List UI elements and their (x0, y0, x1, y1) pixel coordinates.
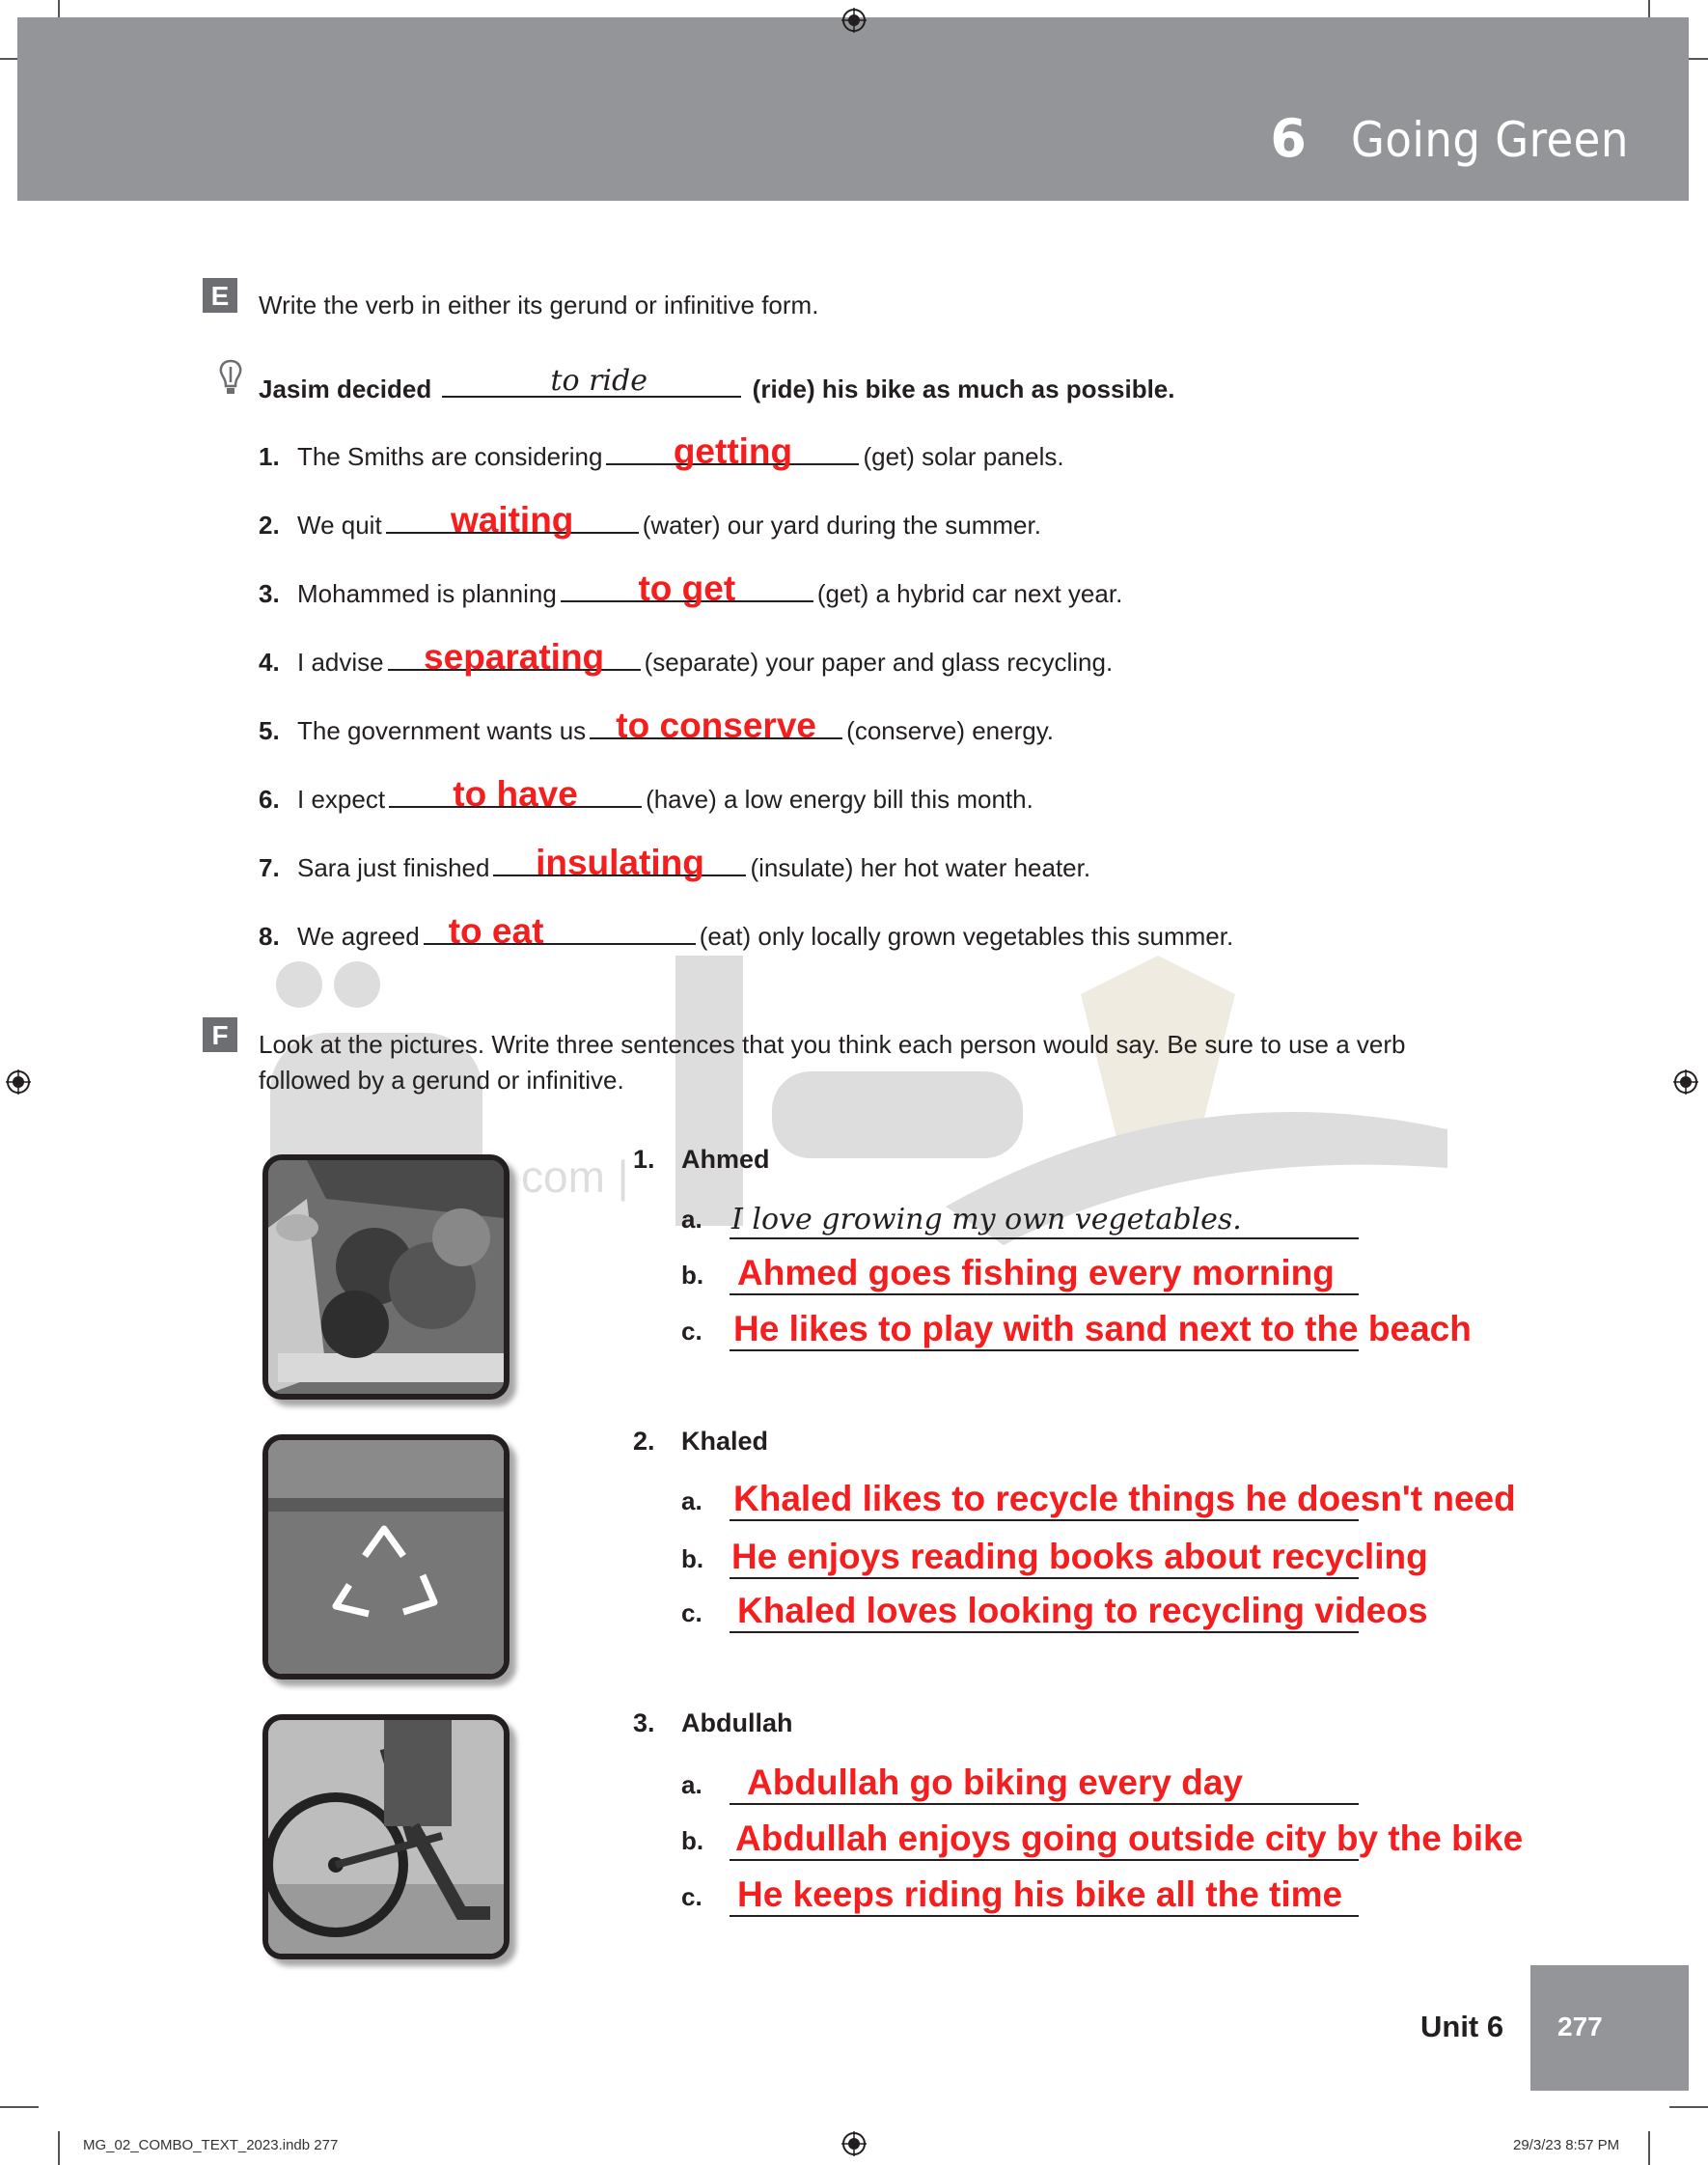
answer-text: to conserve (616, 706, 816, 745)
section-f-instruction-line2: followed by a gerund or infinitive. (259, 1066, 624, 1095)
question-number: 4. (259, 648, 280, 677)
question-number: 8. (259, 922, 280, 951)
answer-blank[interactable] (424, 911, 696, 951)
sentence-letter: b. (681, 1826, 704, 1855)
sentence-rule (730, 1293, 1359, 1295)
answer-blank[interactable] (606, 431, 859, 471)
sentence-text: He enjoys reading books about recycling (731, 1537, 1428, 1576)
sentence-text: Khaled likes to recycle things he doesn't need (733, 1479, 1516, 1518)
bicycle-photo-icon (268, 1720, 504, 1954)
sentence-letter: c. (681, 1317, 702, 1346)
registration-mark-icon (841, 8, 867, 33)
sentence-letter: c. (681, 1882, 702, 1911)
answer-text: separating (424, 637, 605, 677)
question-number: 2. (259, 511, 280, 540)
question-after: (eat) only locally grown vegetables this summer. (699, 922, 1234, 951)
person-heading (633, 1708, 793, 1738)
example-answer: to ride (550, 364, 647, 398)
question-after: (insulate) her hot water heater. (750, 853, 1091, 882)
sentence-letter: b. (681, 1261, 704, 1290)
question-before: Sara just finished (297, 853, 490, 882)
answer-blank[interactable] (386, 500, 639, 540)
question-row (259, 843, 1091, 884)
question-after: (get) a hybrid car next year. (816, 579, 1123, 608)
person-name: Khaled (681, 1427, 769, 1456)
question-number: 6. (259, 785, 280, 814)
example-sentence (259, 364, 1175, 404)
question-number: 1. (259, 442, 280, 471)
answer-text: to eat (448, 911, 544, 951)
sentence-rule (730, 1237, 1359, 1239)
example-blank (442, 364, 741, 398)
question-row (259, 911, 1234, 953)
answer-blank[interactable] (561, 569, 813, 608)
photo-recycling-bin (262, 1434, 510, 1679)
person-heading (633, 1427, 768, 1457)
question-before: The Smiths are considering (297, 442, 603, 471)
print-slug-left: MG_02_COMBO_TEXT_2023.indb 277 (83, 2137, 339, 2153)
answer-blank[interactable] (388, 637, 641, 677)
vegetable-crate-photo-icon (268, 1160, 504, 1394)
question-row (259, 708, 1054, 747)
person-number: 1. (633, 1145, 655, 1174)
registration-mark-icon (1673, 1069, 1698, 1095)
question-before: I expect (297, 785, 386, 814)
person-name: Abdullah (681, 1708, 793, 1737)
answer-text: waiting (450, 500, 574, 540)
question-row (259, 431, 1064, 473)
photo-bicycle (262, 1714, 510, 1959)
sentence-rule (730, 1519, 1359, 1521)
section-f-instruction-line1: Look at the pictures. Write three sentences that you think each person would say. Be sure to use a verb (259, 1030, 1406, 1059)
answer-blank[interactable] (493, 843, 746, 882)
answer-blank[interactable] (389, 774, 642, 814)
sentence-text: He keeps riding his bike all the time (737, 1874, 1343, 1914)
sentence-letter: a. (681, 1486, 702, 1515)
sentence-text: Khaled loves looking to recycling videos (737, 1591, 1428, 1630)
sentence-letter: a. (681, 1205, 702, 1234)
lightbulb-icon (216, 359, 245, 398)
question-after: (have) a low energy bill this month. (646, 785, 1033, 814)
sentence-rule (730, 1577, 1359, 1579)
question-number: 5. (259, 716, 280, 745)
header-band (17, 17, 1689, 201)
question-row (259, 500, 1041, 541)
answer-text: to have (453, 774, 578, 814)
person-name: Ahmed (681, 1145, 770, 1174)
registration-mark-icon (6, 1069, 31, 1095)
print-slug-right: 29/3/23 8:57 PM (1513, 2137, 1620, 2153)
sentence-letter: c. (681, 1598, 702, 1627)
sentence-letter: a. (681, 1770, 702, 1799)
person-heading (633, 1145, 770, 1175)
registration-mark-icon (841, 2131, 867, 2156)
sentence-text: Ahmed goes fishing every morning (737, 1253, 1335, 1292)
example-before: Jasim decided (259, 375, 432, 403)
question-before: Mohammed is planning (297, 579, 557, 608)
section-e-instruction: Write the verb in either its gerund or infinitive form. (259, 291, 819, 319)
answer-text: getting (673, 431, 793, 471)
question-row (259, 637, 1114, 679)
sentence-rule (730, 1859, 1359, 1861)
question-before: We quit (297, 511, 382, 540)
sentence-text: He likes to play with sand next to the beach (733, 1309, 1472, 1348)
sentence-letter: b. (681, 1544, 704, 1573)
question-before: I advise (297, 648, 384, 677)
question-number: 3. (259, 579, 280, 608)
sentence-text: I love growing my own vegetables. (731, 1203, 1242, 1236)
page-number: 277 (1557, 2012, 1603, 2041)
question-before: We agreed (297, 922, 420, 951)
question-row (259, 571, 1122, 610)
footer-unit-label: Unit 6 (1420, 2010, 1504, 2043)
answer-text: insulating (536, 843, 704, 882)
person-number: 2. (633, 1427, 655, 1456)
recycling-bin-photo-icon (268, 1440, 504, 1674)
sentence-rule (730, 1631, 1359, 1633)
sentence-rule (730, 1349, 1359, 1351)
unit-title: Going Green (1351, 112, 1629, 168)
example-after: (ride) his bike as much as possible. (752, 375, 1175, 403)
question-number: 7. (259, 853, 280, 882)
question-before: The government wants us (297, 716, 587, 745)
section-f-badge: F (203, 1017, 237, 1052)
sentence-rule (730, 1915, 1359, 1917)
question-row (259, 774, 1033, 816)
person-number: 3. (633, 1708, 655, 1737)
crop-mark (58, 2131, 60, 2165)
sentence-rule (730, 1803, 1359, 1805)
question-after: (water) our yard during the summer. (642, 511, 1041, 540)
answer-blank[interactable] (590, 706, 842, 745)
answer-text: to get (638, 569, 736, 608)
question-after: (conserve) energy. (846, 716, 1054, 745)
crop-mark (0, 2106, 39, 2108)
sentence-text: Abdullah go biking every day (747, 1763, 1243, 1802)
watermark-text: com | (521, 1152, 629, 1202)
question-after: (separate) your paper and glass recycling. (644, 648, 1114, 677)
question-after: (get) solar panels. (863, 442, 1064, 471)
crop-mark (1669, 2106, 1708, 2108)
sentence-text: Abdullah enjoys going outside city by the bike (735, 1818, 1524, 1858)
section-e-badge: E (203, 278, 237, 313)
photo-vegetable-crate (262, 1154, 510, 1400)
unit-number: 6 (1270, 108, 1307, 169)
crop-mark (1648, 2131, 1650, 2165)
page-number-box (1530, 1965, 1689, 2091)
